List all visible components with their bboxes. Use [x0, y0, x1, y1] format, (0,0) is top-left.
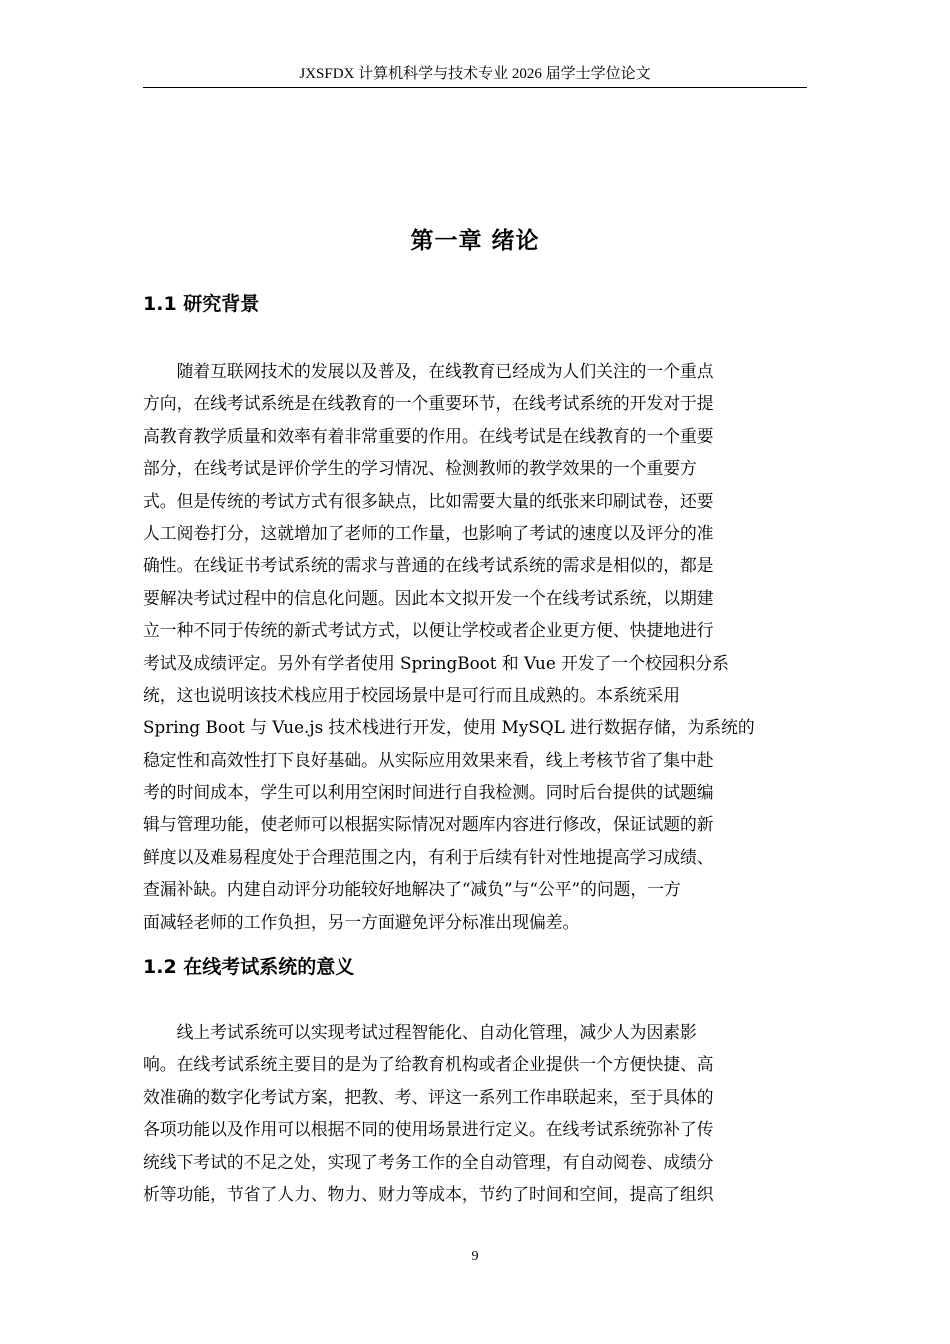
paragraph-line: 统，这也说明该技术栈应用于校园场景中是可行而且成熟的。本系统采用 — [143, 684, 681, 705]
paragraph-line: 线上考试系统可以实现考试过程智能化、自动化管理，减少人为因素影 — [143, 1022, 697, 1042]
chapter-title: 第一章 绪论 — [410, 228, 540, 254]
paragraph-line: 面减轻老师的工作负担，另一方面避免评分标准出现偏差。 — [143, 911, 580, 932]
running-header: JXSFDX 计算机科学与技术专业 2026 届学士学位论文 — [299, 66, 651, 82]
paragraph-line: Spring Boot 与 Vue.js 技术栈进行开发，使用 MySQL 进行数据存储，为系统的 — [143, 717, 755, 738]
paragraph-line: 式。但是传统的考试方式有很多缺点，比如需要大量的纸张来印刷试卷，还要 — [143, 490, 714, 511]
section-paragraph-significance — [143, 1016, 807, 1210]
paragraph-line: 考的时间成本，学生可以利用空闲时间进行自我检测。同时后台提供的试题编 — [143, 782, 714, 803]
paragraph-line: 人工阅卷打分，这就增加了老师的工作量，也影响了考试的速度以及评分的准 — [143, 522, 714, 543]
paragraph-line: 析等功能，节省了人力、物力、财力等成本，节约了时间和空间，提高了组织 — [143, 1183, 714, 1204]
paragraph-line: 确性。在线证书考试系统的需求与普通的在线考试系统的需求是相似的，都是 — [143, 555, 714, 576]
paragraph-line: 统线下考试的不足之处，实现了考务工作的全自动管理，有自动阅卷、成绩分 — [143, 1151, 714, 1172]
paragraph-line: 响。在线考试系统主要目的是为了给教育机构或者企业提供一个方便快捷、高 — [143, 1054, 714, 1075]
section-heading-research-background: 1.1 研究背景 — [143, 293, 260, 315]
paragraph-line: 方向，在线考试系统是在线教育的一个重要环节，在线考试系统的开发对于提 — [143, 393, 714, 414]
paragraph-line: 辑与管理功能，使老师可以根据实际情况对题库内容进行修改，保证试题的新 — [143, 814, 714, 835]
paragraph-line: 考试及成绩评定。另外有学者使用 SpringBoot 和 Vue 开发了一个校园积分系 — [143, 652, 729, 673]
paragraph-line: 高教育教学质量和效率有着非常重要的作用。在线考试是在线教育的一个重要 — [143, 425, 714, 446]
page-number: 9 — [471, 1249, 479, 1264]
paragraph-line: 效准确的数字化考试方案，把教、考、评这一系列工作串联起来，至于具体的 — [143, 1086, 714, 1107]
paragraph-line: 立一种不同于传统的新式考试方式，以便让学校或者企业更方便、快捷地进行 — [143, 620, 714, 641]
paragraph-line: 各项功能以及作用可以根据不同的使用场景进行定义。在线考试系统弥补了传 — [143, 1119, 714, 1140]
paragraph-line: 部分，在线考试是评价学生的学习情况、检测教师的教学效果的一个重要方 — [143, 458, 697, 479]
section-heading-significance: 1.2 在线考试系统的意义 — [143, 956, 355, 978]
header-rule — [143, 87, 807, 88]
section-paragraph-research-background — [143, 355, 807, 938]
paragraph-line: 要解决考试过程中的信息化问题。因此本文拟开发一个在线考试系统，以期建 — [143, 587, 714, 608]
paragraph-line: 随着互联网技术的发展以及普及，在线教育已经成为人们关注的一个重点 — [143, 361, 714, 381]
paragraph-line: 鲜度以及难易程度处于合理范围之内，有利于后续有针对性地提高学习成绩、 — [143, 846, 714, 867]
paragraph-line: 稳定性和高效性打下良好基础。从实际应用效果来看，线上考核节省了集中赴 — [143, 749, 714, 770]
paragraph-line: 查漏补缺。内建自动评分功能较好地解决了“减负”与“公平”的问题，一方 — [143, 879, 681, 900]
